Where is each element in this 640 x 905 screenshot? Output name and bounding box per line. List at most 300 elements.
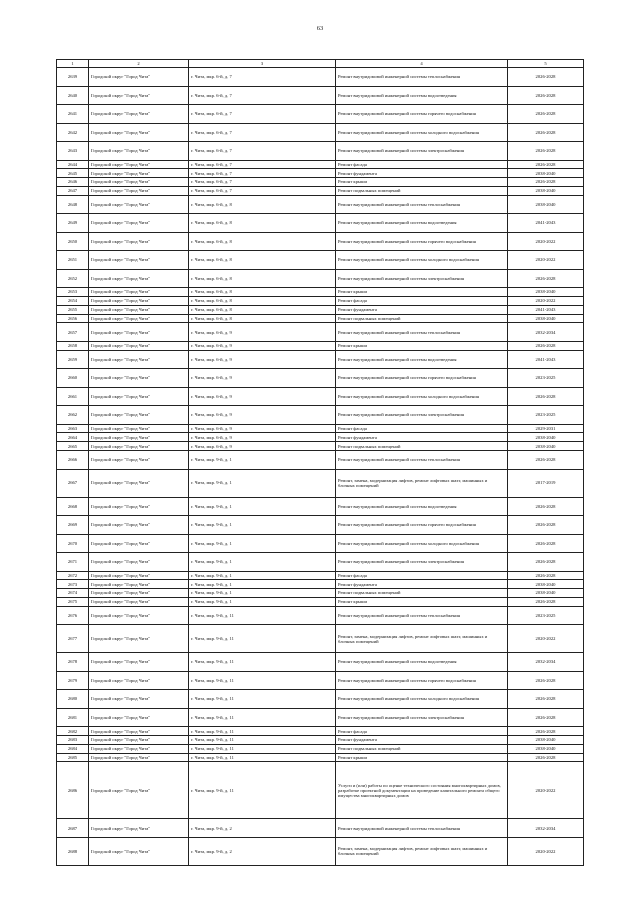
period-cell: 2041-2043 [508, 305, 584, 314]
address-cell: г. Чита, мкр. 6-й, д. 7 [189, 142, 336, 161]
table-row [57, 433, 584, 442]
table-row [57, 406, 584, 425]
municipality-cell: Городской округ "Город Чита" [89, 214, 189, 233]
table-row [57, 571, 584, 580]
column-number: 1 [57, 60, 89, 68]
address-cell: г. Чита, мкр. 9-й, д. 1 [189, 516, 336, 535]
municipality-cell: Городской округ "Город Чита" [89, 178, 189, 187]
table-row [57, 214, 584, 233]
period-cell: 2026-2028 [508, 86, 584, 105]
period-cell: 2023-2025 [508, 606, 584, 625]
municipality-cell: Городской округ "Город Чита" [89, 762, 189, 819]
row-number: 2668 [57, 497, 89, 516]
municipality-cell: Городской округ "Город Чита" [89, 123, 189, 142]
table-row [57, 105, 584, 124]
work-type-cell: Ремонт внутридомовой инженерной системы холодного водоснабжения [336, 690, 508, 709]
address-cell: г. Чита, мкр. 9-й, д. 11 [189, 708, 336, 727]
municipality-cell: Городской округ "Город Чита" [89, 606, 189, 625]
column-number: 4 [336, 60, 508, 68]
municipality-cell: Городской округ "Город Чита" [89, 708, 189, 727]
row-number: 2685 [57, 753, 89, 762]
work-type-cell: Ремонт крыши [336, 753, 508, 762]
address-cell: г. Чита, мкр. 9-й, д. 1 [189, 580, 336, 589]
municipality-cell: Городской округ "Город Чита" [89, 837, 189, 865]
table-row [57, 142, 584, 161]
period-cell: 2020-2022 [508, 232, 584, 251]
table-row [57, 753, 584, 762]
municipality-cell: Городской округ "Город Чита" [89, 753, 189, 762]
municipality-cell: Городской округ "Город Чита" [89, 819, 189, 838]
table-row [57, 606, 584, 625]
address-cell: г. Чита, мкр. 6-й, д. 7 [189, 68, 336, 87]
municipality-cell: Городской округ "Город Чита" [89, 195, 189, 214]
work-type-cell: Ремонт фундамента [336, 580, 508, 589]
work-type-cell: Ремонт фасада [336, 727, 508, 736]
table-row [57, 86, 584, 105]
address-cell: г. Чита, мкр. 9-й, д. 11 [189, 744, 336, 753]
row-number: 2644 [57, 160, 89, 169]
row-number: 2667 [57, 469, 89, 497]
column-number: 2 [89, 60, 189, 68]
work-type-cell: Ремонт внутридомовой инженерной системы горячего водоснабжения [336, 232, 508, 251]
period-cell: 2026-2028 [508, 671, 584, 690]
period-cell: 2026-2028 [508, 105, 584, 124]
work-type-cell: Ремонт крыши [336, 288, 508, 297]
address-cell: г. Чита, мкр. 6-й, д. 9 [189, 433, 336, 442]
address-cell: г. Чита, мкр. 9-й, д. 1 [189, 571, 336, 580]
address-cell: г. Чита, мкр. 6-й, д. 9 [189, 406, 336, 425]
work-type-cell: Услуги и (или) работы по оценке технического состояния многоквартирных домов, разработке проектной документации на проведение капитального ремонта общего имущества многоквартирных домов [336, 762, 508, 819]
table-row [57, 341, 584, 350]
row-number: 2677 [57, 625, 89, 653]
address-cell: г. Чита, мкр. 6-й, д. 8 [189, 232, 336, 251]
row-number: 2673 [57, 580, 89, 589]
period-cell: 2026-2028 [508, 387, 584, 406]
table-row [57, 708, 584, 727]
work-type-cell: Ремонт подвальных помещений [336, 186, 508, 195]
period-cell: 2026-2028 [508, 451, 584, 470]
period-cell: 2026-2028 [508, 753, 584, 762]
period-cell: 2038-2040 [508, 580, 584, 589]
municipality-cell: Городской округ "Город Чита" [89, 671, 189, 690]
period-cell: 2038-2040 [508, 744, 584, 753]
address-cell: г. Чита, мкр. 6-й, д. 9 [189, 442, 336, 451]
address-cell: г. Чита, мкр. 9-й, д. 1 [189, 534, 336, 553]
period-cell: 2026-2028 [508, 597, 584, 606]
municipality-cell: Городской округ "Город Чита" [89, 424, 189, 433]
period-cell: 2038-2040 [508, 433, 584, 442]
table-row [57, 387, 584, 406]
table-row [57, 736, 584, 745]
municipality-cell: Городской округ "Город Чита" [89, 653, 189, 672]
municipality-cell: Городской округ "Город Чита" [89, 690, 189, 709]
work-type-cell: Ремонт, замена, модернизация лифтов, ремонт лифтовых шахт, машинных и блочных помещений [336, 837, 508, 865]
row-number: 2657 [57, 323, 89, 342]
row-number: 2650 [57, 232, 89, 251]
work-type-cell: Ремонт внутридомовой инженерной системы теплоснабжения [336, 195, 508, 214]
period-cell: 2038-2040 [508, 186, 584, 195]
row-number: 2646 [57, 178, 89, 187]
table-row [57, 762, 584, 819]
work-type-cell: Ремонт внутридомовой инженерной системы водоотведения [336, 86, 508, 105]
period-cell: 2026-2028 [508, 142, 584, 161]
table-row [57, 232, 584, 251]
period-cell: 2038-2040 [508, 442, 584, 451]
row-number: 2643 [57, 142, 89, 161]
row-number: 2676 [57, 606, 89, 625]
work-type-cell: Ремонт крыши [336, 597, 508, 606]
row-number: 2670 [57, 534, 89, 553]
table-row [57, 314, 584, 323]
address-cell: г. Чита, мкр. 9-й, д. 11 [189, 671, 336, 690]
row-number: 2674 [57, 589, 89, 598]
work-type-cell: Ремонт подвальных помещений [336, 314, 508, 323]
municipality-cell: Городской округ "Город Чита" [89, 442, 189, 451]
table-row [57, 169, 584, 178]
period-cell: 2029-2031 [508, 424, 584, 433]
table-row [57, 296, 584, 305]
work-type-cell: Ремонт внутридомовой инженерной системы теплоснабжения [336, 819, 508, 838]
table-row [57, 451, 584, 470]
table-row [57, 589, 584, 598]
period-cell: 2026-2028 [508, 708, 584, 727]
column-number-row [57, 60, 584, 68]
work-type-cell: Ремонт внутридомовой инженерной системы горячего водоснабжения [336, 671, 508, 690]
row-number: 2655 [57, 305, 89, 314]
address-cell: г. Чита, мкр. 9-й, д. 11 [189, 762, 336, 819]
address-cell: г. Чита, мкр. 9-й, д. 11 [189, 690, 336, 709]
address-cell: г. Чита, мкр. 9-й, д. 1 [189, 597, 336, 606]
municipality-cell: Городской округ "Город Чита" [89, 269, 189, 288]
table-row [57, 269, 584, 288]
address-cell: г. Чита, мкр. 9-й, д. 1 [189, 497, 336, 516]
address-cell: г. Чита, мкр. 9-й, д. 1 [189, 451, 336, 470]
work-type-cell: Ремонт внутридомовой инженерной системы холодного водоснабжения [336, 251, 508, 270]
period-cell: 2038-2040 [508, 589, 584, 598]
municipality-cell: Городской округ "Город Чита" [89, 727, 189, 736]
work-type-cell: Ремонт фасада [336, 296, 508, 305]
row-number: 2656 [57, 314, 89, 323]
period-cell: 2038-2040 [508, 195, 584, 214]
work-type-cell: Ремонт внутридомовой инженерной системы холодного водоснабжения [336, 123, 508, 142]
row-number: 2661 [57, 387, 89, 406]
period-cell: 2032-2034 [508, 653, 584, 672]
municipality-cell: Городской округ "Город Чита" [89, 406, 189, 425]
address-cell: г. Чита, мкр. 9-й, д. 11 [189, 606, 336, 625]
address-cell: г. Чита, мкр. 9-й, д. 1 [189, 553, 336, 572]
period-cell: 2032-2034 [508, 323, 584, 342]
municipality-cell: Городской округ "Город Чита" [89, 516, 189, 535]
row-number: 2651 [57, 251, 89, 270]
address-cell: г. Чита, мкр. 6-й, д. 7 [189, 178, 336, 187]
period-cell: 2038-2040 [508, 288, 584, 297]
table-row [57, 671, 584, 690]
table-row [57, 123, 584, 142]
address-cell: г. Чита, мкр. 6-й, д. 7 [189, 169, 336, 178]
work-type-cell: Ремонт внутридомовой инженерной системы электроснабжения [336, 142, 508, 161]
period-cell: 2026-2028 [508, 516, 584, 535]
address-cell: г. Чита, мкр. 6-й, д. 7 [189, 160, 336, 169]
table-row [57, 186, 584, 195]
row-number: 2660 [57, 369, 89, 388]
row-number: 2663 [57, 424, 89, 433]
work-type-cell: Ремонт внутридомовой инженерной системы электроснабжения [336, 269, 508, 288]
municipality-cell: Городской округ "Город Чита" [89, 160, 189, 169]
table-row [57, 251, 584, 270]
table-row [57, 625, 584, 653]
column-number: 5 [508, 60, 584, 68]
municipality-cell: Городской округ "Город Чита" [89, 350, 189, 369]
work-type-cell: Ремонт внутридомовой инженерной системы теплоснабжения [336, 68, 508, 87]
municipality-cell: Городской округ "Город Чита" [89, 296, 189, 305]
municipality-cell: Городской округ "Город Чита" [89, 534, 189, 553]
municipality-cell: Городской округ "Город Чита" [89, 232, 189, 251]
row-number: 2680 [57, 690, 89, 709]
table-row [57, 424, 584, 433]
period-cell: 2038-2040 [508, 736, 584, 745]
work-type-cell: Ремонт внутридомовой инженерной системы теплоснабжения [336, 606, 508, 625]
row-number: 2653 [57, 288, 89, 297]
row-number: 2652 [57, 269, 89, 288]
municipality-cell: Городской округ "Город Чита" [89, 105, 189, 124]
address-cell: г. Чита, мкр. 6-й, д. 9 [189, 341, 336, 350]
address-cell: г. Чита, мкр. 6-й, д. 7 [189, 105, 336, 124]
address-cell: г. Чита, мкр. 6-й, д. 9 [189, 323, 336, 342]
municipality-cell: Городской округ "Город Чита" [89, 369, 189, 388]
work-type-cell: Ремонт подвальных помещений [336, 744, 508, 753]
table-row [57, 744, 584, 753]
period-cell: 2026-2028 [508, 497, 584, 516]
address-cell: г. Чита, мкр. 9-й, д. 1 [189, 589, 336, 598]
row-number: 2671 [57, 553, 89, 572]
municipality-cell: Городской округ "Город Чита" [89, 323, 189, 342]
address-cell: г. Чита, мкр. 6-й, д. 7 [189, 123, 336, 142]
period-cell: 2020-2022 [508, 837, 584, 865]
address-cell: г. Чита, мкр. 6-й, д. 8 [189, 305, 336, 314]
address-cell: г. Чита, мкр. 6-й, д. 8 [189, 288, 336, 297]
period-cell: 2026-2028 [508, 553, 584, 572]
row-number: 2649 [57, 214, 89, 233]
row-number: 2664 [57, 433, 89, 442]
municipality-cell: Городской округ "Город Чита" [89, 288, 189, 297]
work-type-cell: Ремонт внутридомовой инженерной системы водоотведения [336, 214, 508, 233]
row-number: 2666 [57, 451, 89, 470]
period-cell: 2026-2028 [508, 68, 584, 87]
table-row [57, 178, 584, 187]
municipality-cell: Городской округ "Город Чита" [89, 142, 189, 161]
address-cell: г. Чита, мкр. 9-й, д. 2 [189, 819, 336, 838]
period-cell: 2017-2019 [508, 469, 584, 497]
row-number: 2678 [57, 653, 89, 672]
municipality-cell: Городской округ "Город Чита" [89, 433, 189, 442]
row-number: 2686 [57, 762, 89, 819]
row-number: 2672 [57, 571, 89, 580]
work-type-cell: Ремонт внутридомовой инженерной системы горячего водоснабжения [336, 105, 508, 124]
address-cell: г. Чита, мкр. 9-й, д. 11 [189, 727, 336, 736]
table-row [57, 516, 584, 535]
table-row [57, 305, 584, 314]
work-type-cell: Ремонт фундамента [336, 305, 508, 314]
row-number: 2675 [57, 597, 89, 606]
municipality-cell: Городской округ "Город Чита" [89, 589, 189, 598]
address-cell: г. Чита, мкр. 9-й, д. 11 [189, 753, 336, 762]
row-number: 2642 [57, 123, 89, 142]
table-row [57, 837, 584, 865]
period-cell: 2038-2040 [508, 169, 584, 178]
period-cell: 2026-2028 [508, 160, 584, 169]
work-type-cell: Ремонт крыши [336, 341, 508, 350]
period-cell: 2020-2022 [508, 625, 584, 653]
row-number: 2648 [57, 195, 89, 214]
address-cell: г. Чита, мкр. 6-й, д. 7 [189, 186, 336, 195]
municipality-cell: Городской округ "Город Чита" [89, 451, 189, 470]
table-row [57, 580, 584, 589]
address-cell: г. Чита, мкр. 6-й, д. 9 [189, 387, 336, 406]
period-cell: 2026-2028 [508, 571, 584, 580]
municipality-cell: Городской округ "Город Чита" [89, 186, 189, 195]
municipality-cell: Городской округ "Город Чита" [89, 251, 189, 270]
row-number: 2679 [57, 671, 89, 690]
table-row [57, 350, 584, 369]
period-cell: 2026-2028 [508, 269, 584, 288]
row-number: 2683 [57, 736, 89, 745]
work-type-cell: Ремонт, замена, модернизация лифтов, ремонт лифтовых шахт, машинных и блочных помещений [336, 469, 508, 497]
work-type-cell: Ремонт фасада [336, 424, 508, 433]
period-cell: 2041-2043 [508, 214, 584, 233]
row-number: 2681 [57, 708, 89, 727]
address-cell: г. Чита, мкр. 6-й, д. 8 [189, 269, 336, 288]
table-row [57, 727, 584, 736]
row-number: 2659 [57, 350, 89, 369]
work-type-cell: Ремонт внутридомовой инженерной системы электроснабжения [336, 406, 508, 425]
period-cell: 2026-2028 [508, 178, 584, 187]
address-cell: г. Чита, мкр. 6-й, д. 8 [189, 214, 336, 233]
row-number: 2682 [57, 727, 89, 736]
table-row [57, 534, 584, 553]
address-cell: г. Чита, мкр. 6-й, д. 8 [189, 296, 336, 305]
period-cell: 2023-2025 [508, 406, 584, 425]
period-cell: 2023-2025 [508, 369, 584, 388]
address-cell: г. Чита, мкр. 9-й, д. 11 [189, 653, 336, 672]
row-number: 2687 [57, 819, 89, 838]
table-row [57, 690, 584, 709]
municipality-cell: Городской округ "Город Чита" [89, 169, 189, 178]
municipality-cell: Городской округ "Город Чита" [89, 387, 189, 406]
work-type-cell: Ремонт внутридомовой инженерной системы электроснабжения [336, 553, 508, 572]
table-row [57, 323, 584, 342]
work-type-cell: Ремонт внутридомовой инженерной системы холодного водоснабжения [336, 534, 508, 553]
work-type-cell: Ремонт фундамента [336, 433, 508, 442]
period-cell: 2020-2022 [508, 296, 584, 305]
period-cell: 2032-2034 [508, 819, 584, 838]
work-type-cell: Ремонт внутридомовой инженерной системы холодного водоснабжения [336, 387, 508, 406]
capital-repair-table [56, 59, 584, 866]
work-type-cell: Ремонт фасада [336, 571, 508, 580]
work-type-cell: Ремонт внутридомовой инженерной системы горячего водоснабжения [336, 516, 508, 535]
period-cell: 2020-2022 [508, 251, 584, 270]
address-cell: г. Чита, мкр. 6-й, д. 8 [189, 195, 336, 214]
period-cell: 2026-2028 [508, 341, 584, 350]
address-cell: г. Чита, мкр. 9-й, д. 11 [189, 625, 336, 653]
municipality-cell: Городской округ "Город Чита" [89, 314, 189, 323]
address-cell: г. Чита, мкр. 6-й, д. 9 [189, 424, 336, 433]
row-number: 2645 [57, 169, 89, 178]
table-row [57, 68, 584, 87]
address-cell: г. Чита, мкр. 6-й, д. 9 [189, 369, 336, 388]
row-number: 2641 [57, 105, 89, 124]
table-row [57, 653, 584, 672]
municipality-cell: Городской округ "Город Чита" [89, 580, 189, 589]
municipality-cell: Городской округ "Город Чита" [89, 497, 189, 516]
period-cell: 2026-2028 [508, 534, 584, 553]
period-cell: 2026-2028 [508, 727, 584, 736]
work-type-cell: Ремонт фундамента [336, 169, 508, 178]
table-row [57, 553, 584, 572]
work-type-cell: Ремонт внутридомовой инженерной системы электроснабжения [336, 708, 508, 727]
period-cell: 2026-2028 [508, 690, 584, 709]
work-type-cell: Ремонт крыши [336, 178, 508, 187]
row-number: 2640 [57, 86, 89, 105]
municipality-cell: Городской округ "Город Чита" [89, 341, 189, 350]
row-number: 2665 [57, 442, 89, 451]
period-cell: 2038-2040 [508, 314, 584, 323]
municipality-cell: Городской округ "Город Чита" [89, 68, 189, 87]
row-number: 2639 [57, 68, 89, 87]
work-type-cell: Ремонт внутридомовой инженерной системы теплоснабжения [336, 323, 508, 342]
table-row [57, 288, 584, 297]
work-type-cell: Ремонт внутридомовой инженерной системы теплоснабжения [336, 451, 508, 470]
municipality-cell: Городской округ "Город Чита" [89, 86, 189, 105]
work-type-cell: Ремонт, замена, модернизация лифтов, ремонт лифтовых шахт, машинных и блочных помещений [336, 625, 508, 653]
column-number: 3 [189, 60, 336, 68]
municipality-cell: Городской округ "Город Чита" [89, 305, 189, 314]
address-cell: г. Чита, мкр. 6-й, д. 8 [189, 314, 336, 323]
address-cell: г. Чита, мкр. 6-й, д. 7 [189, 86, 336, 105]
period-cell: 2041-2043 [508, 350, 584, 369]
work-type-cell: Ремонт подвальных помещений [336, 442, 508, 451]
table-row [57, 819, 584, 838]
table-body [57, 68, 584, 866]
row-number: 2688 [57, 837, 89, 865]
municipality-cell: Городской округ "Город Чита" [89, 736, 189, 745]
address-cell: г. Чита, мкр. 6-й, д. 8 [189, 251, 336, 270]
address-cell: г. Чита, мкр. 6-й, д. 9 [189, 350, 336, 369]
period-cell: 2026-2028 [508, 123, 584, 142]
address-cell: г. Чита, мкр. 9-й, д. 11 [189, 736, 336, 745]
municipality-cell: Городской округ "Город Чита" [89, 469, 189, 497]
row-number: 2658 [57, 341, 89, 350]
page-number: 63 [316, 25, 324, 32]
municipality-cell: Городской округ "Город Чита" [89, 597, 189, 606]
work-type-cell: Ремонт внутридомовой инженерной системы горячего водоснабжения [336, 369, 508, 388]
table-row [57, 497, 584, 516]
municipality-cell: Городской округ "Город Чита" [89, 625, 189, 653]
municipality-cell: Городской округ "Город Чита" [89, 744, 189, 753]
table-row [57, 469, 584, 497]
table-row [57, 195, 584, 214]
table-row [57, 369, 584, 388]
table-row [57, 160, 584, 169]
row-number: 2684 [57, 744, 89, 753]
work-type-cell: Ремонт фундамента [336, 736, 508, 745]
row-number: 2669 [57, 516, 89, 535]
table-row [57, 597, 584, 606]
work-type-cell: Ремонт внутридомовой инженерной системы водоотведения [336, 653, 508, 672]
row-number: 2647 [57, 186, 89, 195]
work-type-cell: Ремонт подвальных помещений [336, 589, 508, 598]
row-number: 2662 [57, 406, 89, 425]
work-type-cell: Ремонт внутридомовой инженерной системы водоотведения [336, 497, 508, 516]
